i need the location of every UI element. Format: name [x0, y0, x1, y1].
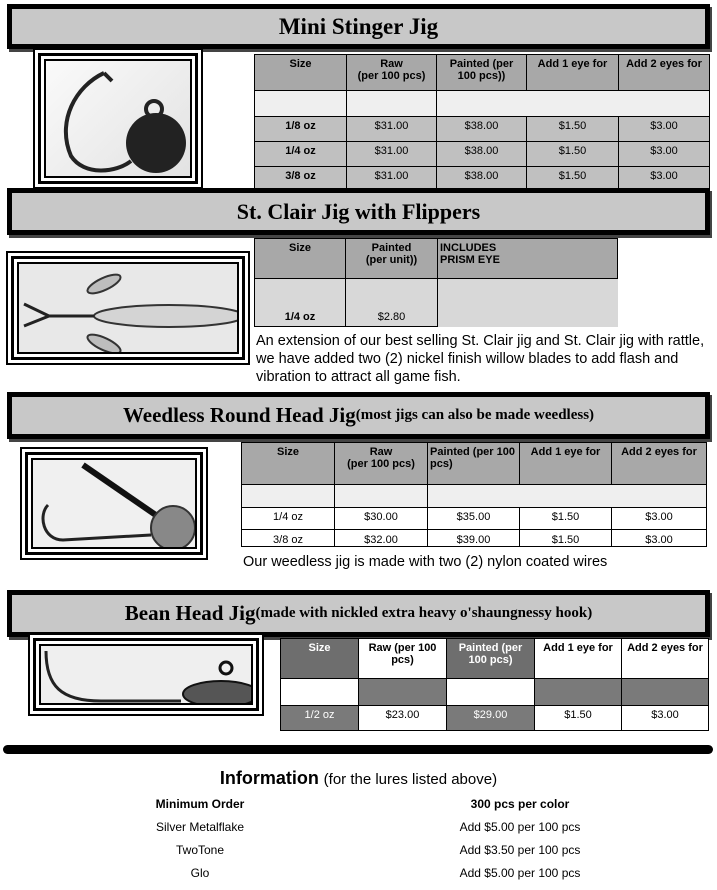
- table-row: 3/8 oz $32.00 $39.00 $1.50 $3.00: [242, 530, 707, 547]
- section-divider: [3, 745, 713, 754]
- col-header: Painted (per unit)): [346, 239, 438, 279]
- col-header: Add 1 eye for: [520, 443, 612, 485]
- price-table-mini-stinger: [254, 54, 710, 189]
- bean-jig-icon: [41, 646, 253, 705]
- info-subtitle: (for the lures listed above): [323, 771, 498, 788]
- col-header: Size: [255, 55, 347, 91]
- product-description: Our weedless jig is made with two (2) nylon coated wires: [243, 554, 608, 570]
- weedless-jig-icon: [33, 460, 197, 549]
- section-title: Bean Head Jig: [124, 601, 256, 625]
- jig-hook-icon: [46, 61, 192, 178]
- table-row: 1/4 oz $31.00 $38.00 $1.50 $3.00: [255, 142, 710, 167]
- col-header: Raw (per 100 pcs): [335, 443, 428, 485]
- product-photo-weedless: [25, 452, 203, 555]
- section-title: St. Clair Jig with Flippers: [236, 198, 481, 224]
- section-banner-st-clair: [7, 188, 710, 235]
- section-title: Weedless Round Head Jig: [122, 403, 356, 427]
- section-banner-bean-head: [7, 590, 710, 637]
- table-row: 3/8 oz $31.00 $38.00 $1.50 $3.00: [255, 167, 710, 189]
- price-table-bean-head: [280, 638, 709, 731]
- flipper-jig-icon: [19, 264, 239, 354]
- info-title: Information: [219, 768, 319, 788]
- col-header: Size: [242, 443, 335, 485]
- product-photo-mini-stinger: [38, 53, 198, 184]
- section-title-note: (most jigs can also be made weedless): [355, 407, 595, 423]
- col-header: Painted (per 100 pcs): [447, 639, 535, 679]
- product-photo-st-clair: [11, 256, 245, 360]
- table-row: 1/4 oz $30.00 $35.00 $1.50 $3.00: [242, 508, 707, 530]
- col-header: Painted (per 100 pcs): [428, 443, 520, 485]
- col-header: Raw (per 100 pcs): [347, 55, 437, 91]
- section-title: Mini Stinger Jig: [278, 13, 439, 39]
- product-description: An extension of our best selling St. Clair jig and St. Clair jig with rattle, we have added two (2) nickel finish willow blades to add flash and vibration to attract all game fish.: [256, 333, 705, 385]
- col-header: Add 1 eye for: [535, 639, 622, 679]
- col-header: Painted (per 100 pcs)): [437, 55, 527, 91]
- table-row: 1/4 oz $2.80: [255, 279, 618, 327]
- info-heading: [0, 768, 717, 789]
- col-header: Raw (per 100 pcs): [359, 639, 447, 679]
- col-header: Add 2 eyes for: [619, 55, 710, 91]
- col-header: INCLUDES PRISM EYE: [438, 239, 618, 279]
- price-table-st-clair: [254, 238, 618, 327]
- col-header: Add 1 eye for: [527, 55, 619, 91]
- section-banner-weedless: [7, 392, 710, 439]
- table-row: 1/2 oz $23.00 $29.00 $1.50 $3.00: [281, 706, 709, 731]
- product-photo-bean-head: [33, 638, 259, 711]
- col-header: Size: [281, 639, 359, 679]
- table-row: 1/8 oz $31.00 $38.00 $1.50 $3.00: [255, 117, 710, 142]
- col-header: Add 2 eyes for: [622, 639, 709, 679]
- col-header: Add 2 eyes for: [612, 443, 707, 485]
- section-title-note: (made with nickled extra heavy o'shaungnessy hook): [255, 605, 593, 621]
- col-header: Size: [255, 239, 346, 279]
- section-banner-mini-stinger: [7, 4, 710, 49]
- price-table-weedless: [241, 442, 707, 547]
